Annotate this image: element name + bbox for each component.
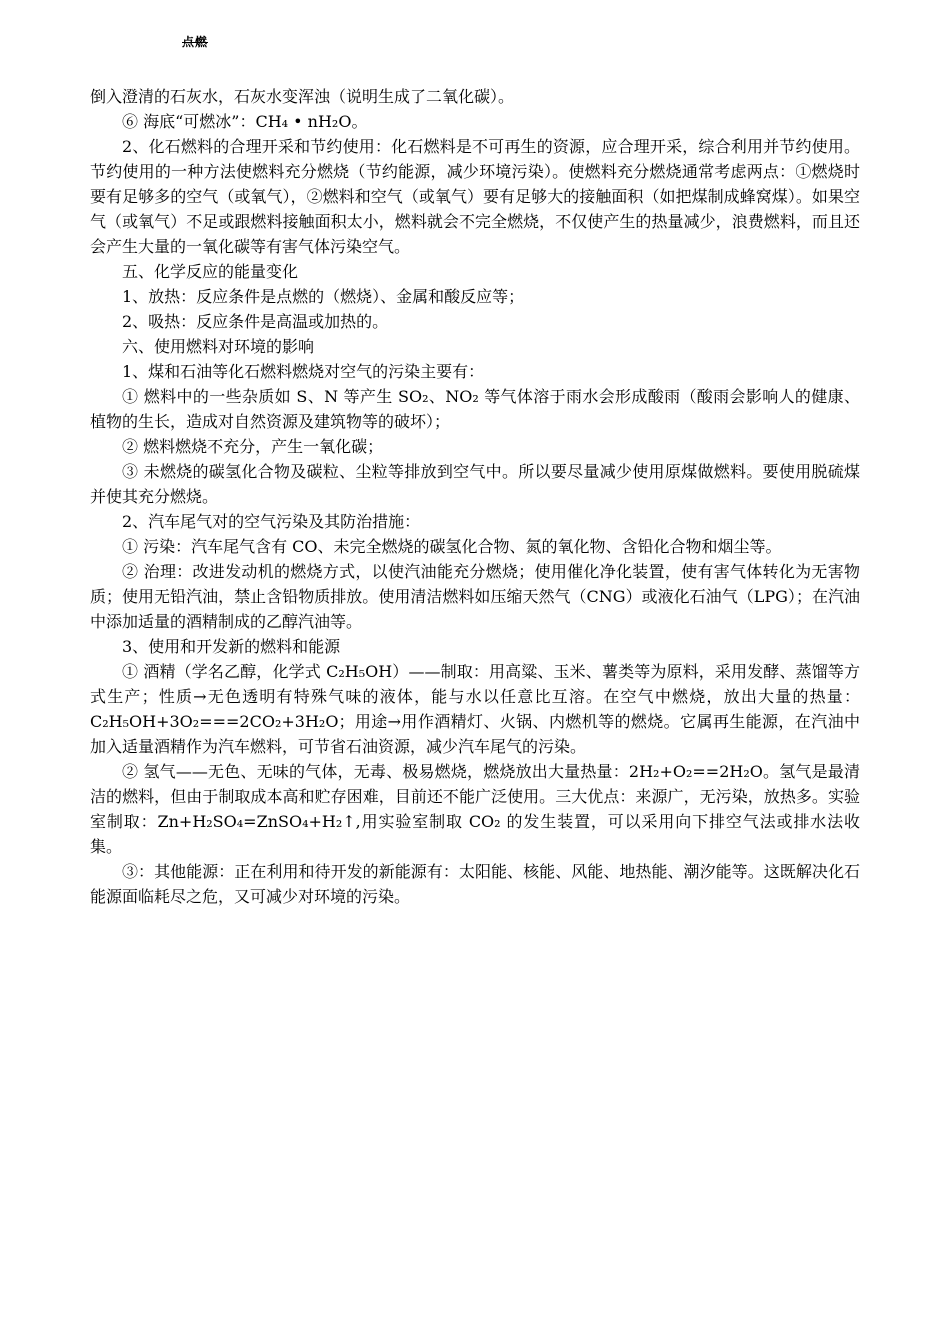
paragraph: 2、汽车尾气对的空气污染及其防治措施： [122, 512, 421, 531]
paragraph: ⑥ 海底“可燃冰”：CH₄ • nH₂O。 [122, 112, 368, 131]
document-body [90, 84, 860, 909]
section-heading: 五、化学反应的能量变化 [122, 262, 299, 281]
section-heading: 六、使用燃料对环境的影响 [122, 337, 315, 356]
paragraph: ① 酒精（学名乙醇，化学式 C₂H₅OH）——制取：用高粱、玉米、薯类等为原料，采用发酵、蒸馏等方式生产；性质→无色透明有特殊气味的液体，能与水以任意比互溶。在空气中燃烧，放出大量的热量：C₂H₅OH+3O₂===2CO₂+3H₂O；用途→用作酒精灯、火锅、内燃机等的燃烧。它属再生能源，在汽油中加入适量酒精作为汽车燃料，可节省石油资源，减少汽车尾气的污染。 [90, 662, 860, 756]
paragraph: ② 氢气——无色、无味的气体，无毒、极易燃烧，燃烧放出大量热量：2H₂+O₂==2H₂O。氢气是最清洁的燃料，但由于制取成本高和贮存困难，目前还不能广泛使用。三大优点：来源广，无污染，放热多。实验室制取：Zn+H₂SO₄=ZnSO₄+H₂↑,用实验室制取 CO₂ 的发生装置，可以采用向下排空气法或排水法收集。 [90, 762, 860, 856]
paragraph: ③：其他能源：正在利用和待开发的新能源有：太阳能、核能、风能、地热能、潮汐能等。这既解决化石能源面临耗尽之危，又可减少对环境的污染。 [90, 862, 860, 906]
paragraph: 3、使用和开发新的燃料和能源 [122, 637, 341, 656]
paragraph: ② 治理：改进发动机的燃烧方式，以使汽油能充分燃烧；使用催化净化装置，使有害气体转化为无害物质；使用无铅汽油，禁止含铅物质排放。使用清洁燃料如压缩天然气（CNG）或液化石油气（LPG）；在汽油中添加适量的酒精制成的乙醇汽油等。 [90, 562, 860, 631]
header-label: 点燃 [182, 35, 209, 49]
paragraph: 2、化石燃料的合理开采和节约使用：化石燃料是不可再生的资源，应合理开采，综合利用并节约使用。节约使用的一种方法使燃料充分燃烧（节约能源，减少环境污染）。使燃料充分燃烧通常考虑两点：①燃烧时要有足够多的空气（或氧气），②燃料和空气（或氧气）要有足够大的接触面积（如把煤制成蜂窝煤）。如果空气（或氧气）不足或跟燃料接触面积太小，燃料就会不完全燃烧，不仅使产生的热量减少，浪费燃料，而且还会产生大量的一氧化碳等有害气体污染空气。 [90, 137, 860, 256]
paragraph: ① 污染：汽车尾气含有 CO、未完全燃烧的碳氢化合物、氮的氧化物、含铅化合物和烟尘等。 [122, 537, 782, 556]
paragraph: ③ 未燃烧的碳氢化合物及碳粒、尘粒等排放到空气中。所以要尽量减少使用原煤做燃料。要使用脱硫煤并使其充分燃烧。 [90, 462, 860, 506]
paragraph: ② 燃料燃烧不充分，产生一氧化碳； [122, 437, 384, 456]
paragraph: 2、吸热：反应条件是高温或加热的。 [122, 312, 389, 331]
paragraph: 倒入澄清的石灰水，石灰水变浑浊（说明生成了二氧化碳）。 [90, 87, 515, 106]
paragraph: 1、放热：反应条件是点燃的（燃烧）、金属和酸反应等； [122, 287, 525, 306]
paragraph: 1、煤和石油等化石燃料燃烧对空气的污染主要有： [122, 362, 485, 381]
paragraph: ① 燃料中的一些杂质如 S、N 等产生 SO₂、NO₂ 等气体溶于雨水会形成酸雨（酸雨会影响人的健康、植物的生长，造成对自然资源及建筑物等的破坏）； [90, 387, 860, 431]
